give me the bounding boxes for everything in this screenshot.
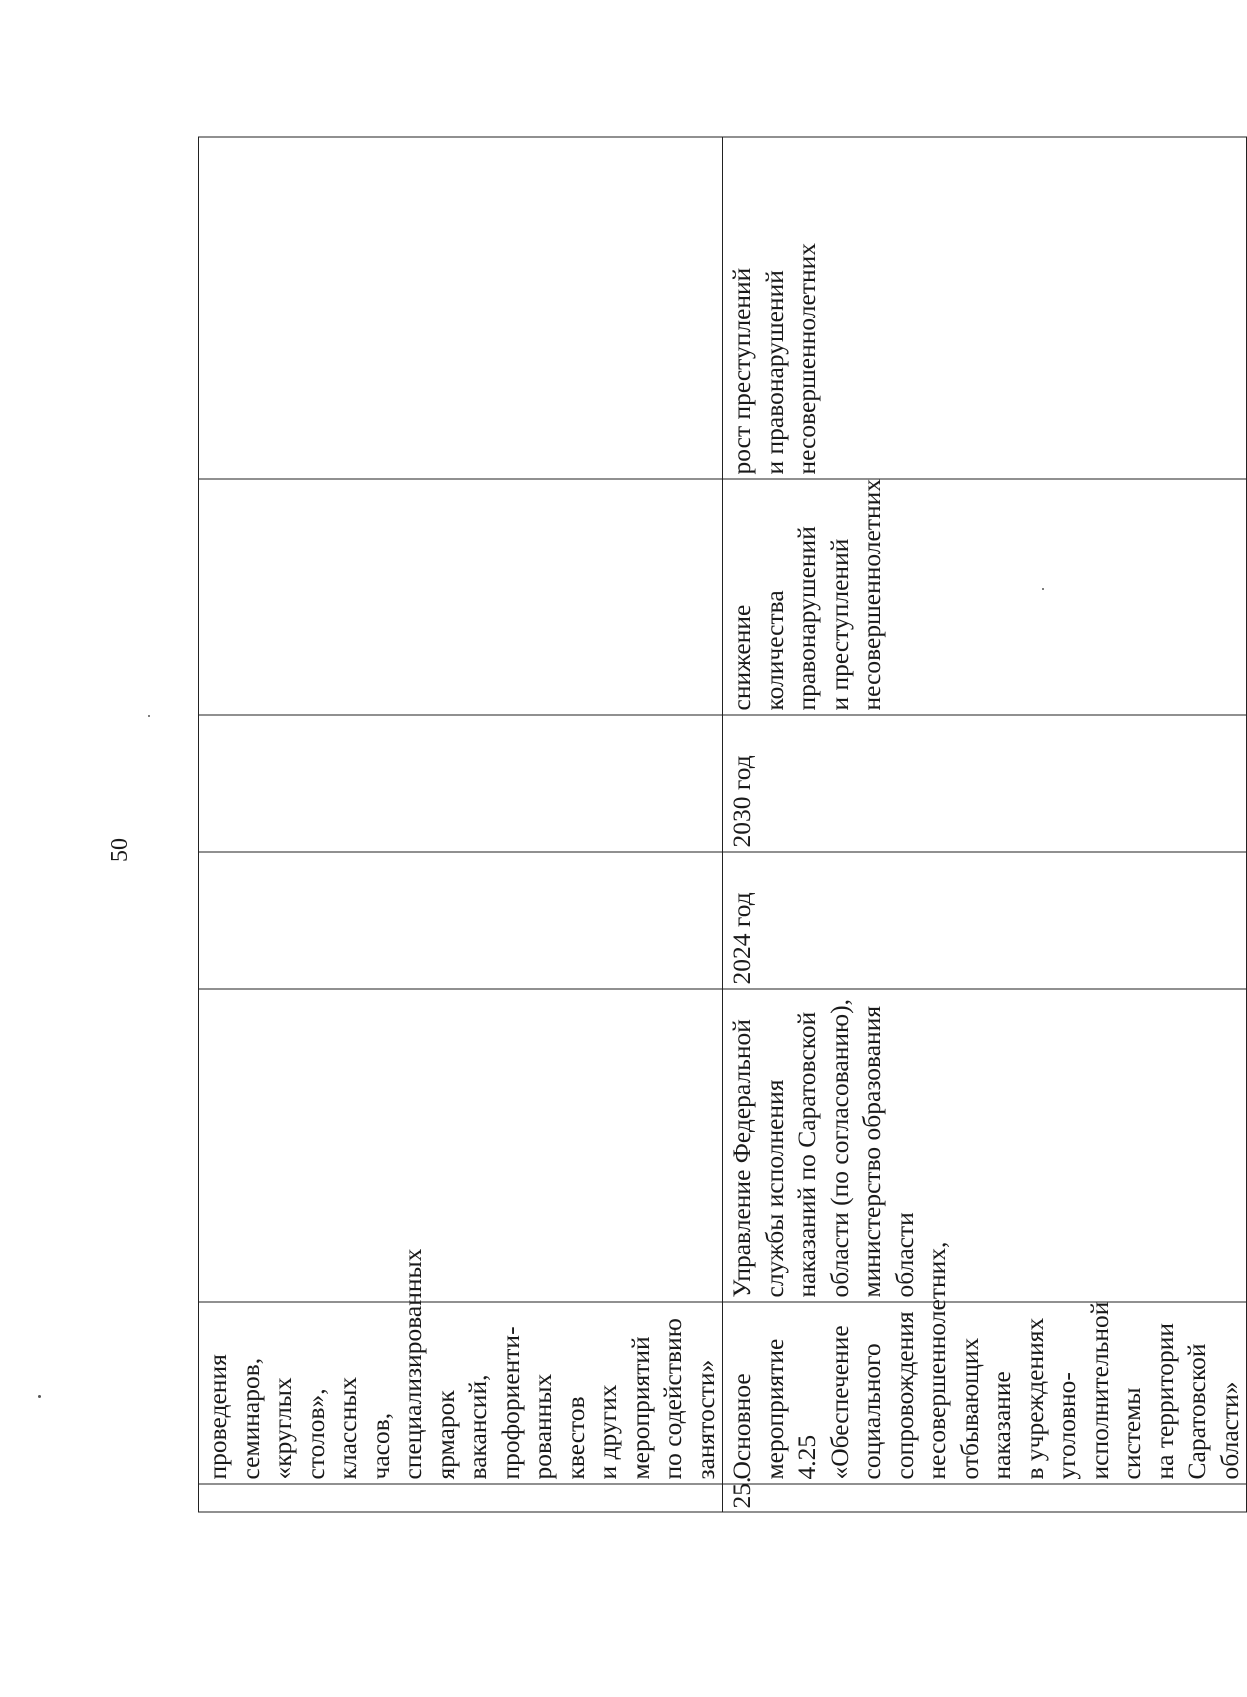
scan-speck: [1042, 588, 1044, 590]
table-row: [723, 137, 1247, 1512]
measure-name-cell: проведения семинаров, «круглых столов», классных часов, специализированных ярмарок вакансий, профориенти- рованных квестов и других мероприятий по содействию занятости»: [199, 1302, 723, 1484]
expected-result-cell: [199, 479, 723, 715]
measures-table: [198, 137, 1247, 1513]
start-year-cell: [199, 852, 723, 989]
consequences-cell: рост преступлений и правонарушений несовершеннолетних: [723, 137, 1247, 479]
start-year-cell: 2024 год: [723, 852, 1247, 989]
responsible-cell: Управление Федеральной службы исполнения наказаний по Саратовской области (по согласованию), министерство образования области: [723, 989, 1247, 1302]
end-year-cell: 2030 год: [723, 715, 1247, 852]
scan-speck: [148, 715, 150, 717]
consequences-cell: [199, 137, 723, 479]
table-container: [198, 138, 1244, 1513]
scan-speck: [38, 1395, 41, 1398]
responsible-cell: [199, 989, 723, 1302]
row-number-cell: [199, 1484, 723, 1512]
row-number-cell: 25.: [723, 1484, 1247, 1512]
measure-name-cell: Основное мероприятие 4.25 «Обеспечение социального сопровождения несовершеннолетних, отбывающих наказание в учреждениях уголовно- исполнительной системы на территории Саратовской области»: [723, 1302, 1247, 1484]
table-row: [199, 137, 723, 1512]
page-number: 50: [107, 838, 133, 862]
expected-result-cell: снижение количества правонарушений и преступлений несовершеннолетних: [723, 479, 1247, 715]
end-year-cell: [199, 715, 723, 852]
